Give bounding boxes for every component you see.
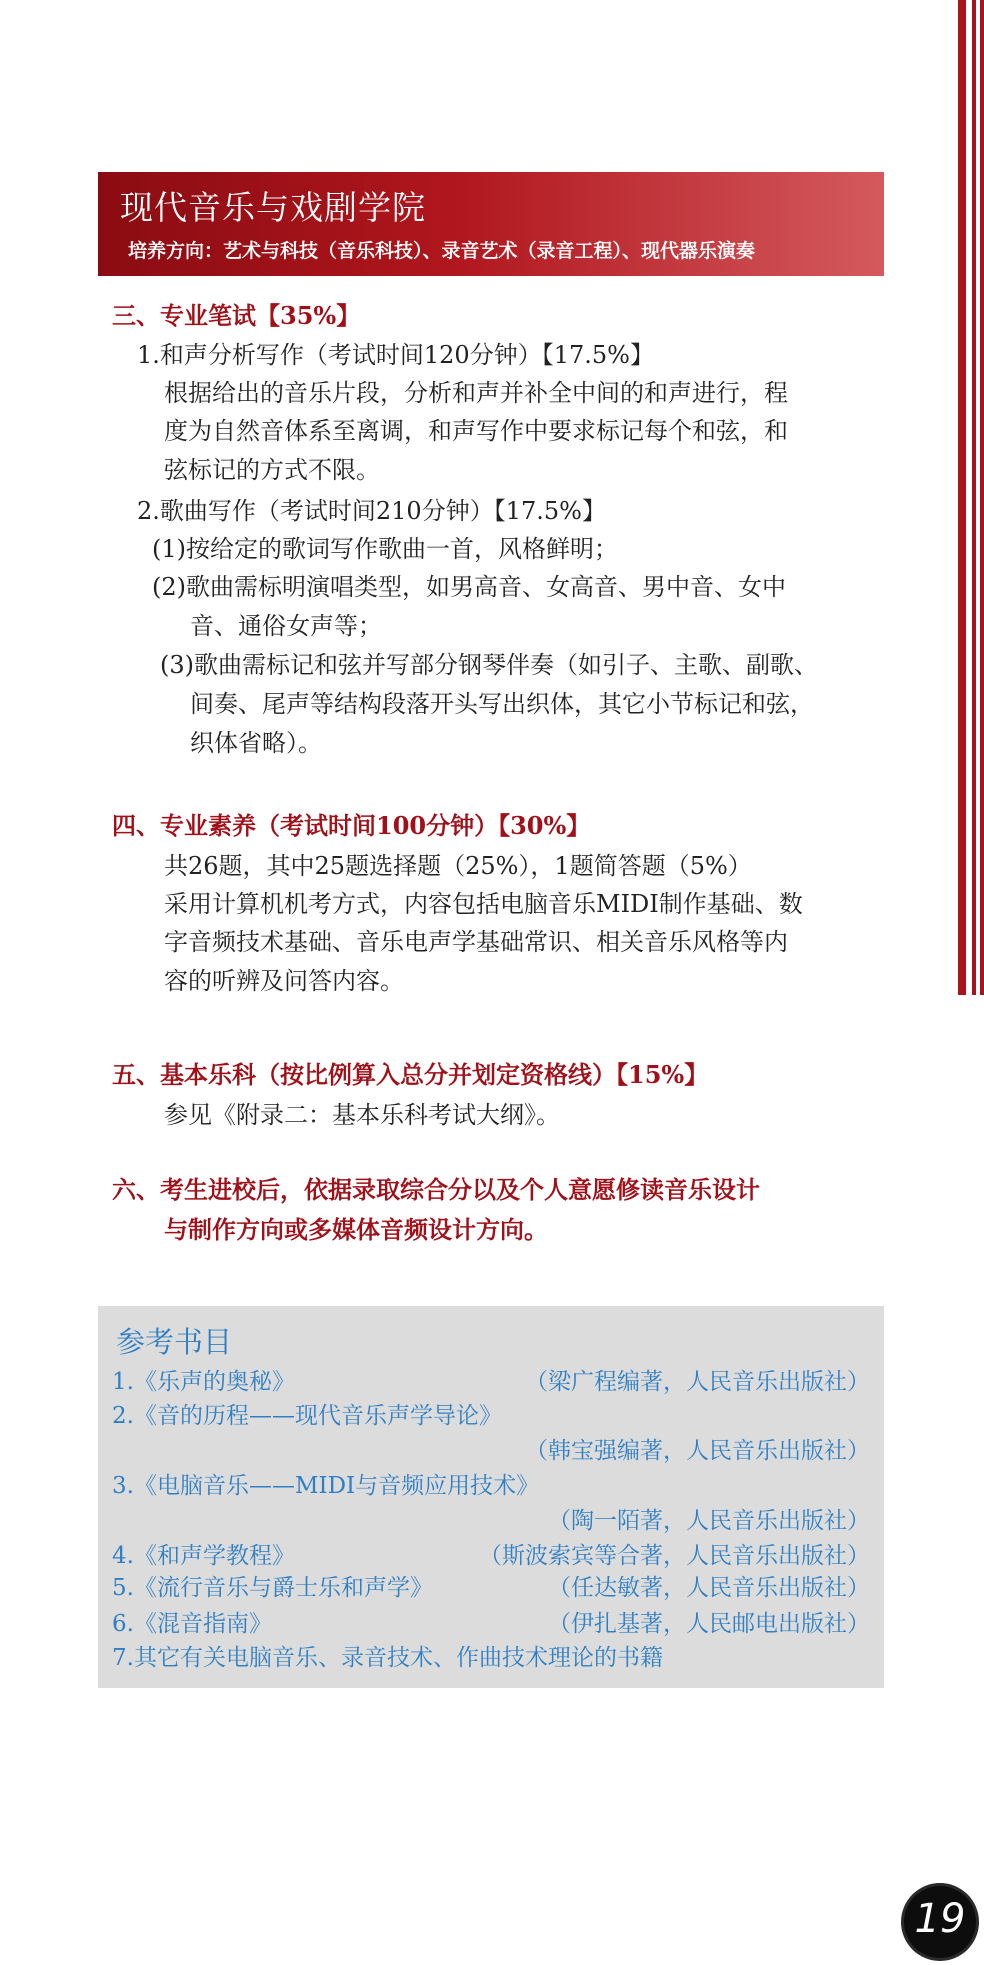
reference-publisher: （任达敏著，人民音乐出版社） xyxy=(548,1575,870,1601)
section4-line: 字音频技术基础、音乐电声学基础常识、相关音乐风格等内 xyxy=(164,928,788,956)
reference-other: 7.其它有关电脑音乐、录音技术、作曲技术理论的书籍 xyxy=(112,1645,663,1671)
reference-book: 3.《电脑音乐——MIDI与音频应用技术》 xyxy=(112,1473,540,1499)
section3-item1-line: 度为自然音体系至离调，和声写作中要求标记每个和弦，和 xyxy=(164,417,788,445)
edge-decoration-bar xyxy=(980,0,984,995)
section4-line: 采用计算机机考方式，内容包括电脑音乐MIDI制作基础、数 xyxy=(164,890,803,918)
section6-line: 与制作方向或多媒体音频设计方向。 xyxy=(164,1215,548,1244)
reference-book: 1.《乐声的奥秘》 xyxy=(112,1369,295,1395)
reference-publisher: （韩宝强编著，人民音乐出版社） xyxy=(525,1438,870,1464)
header-banner xyxy=(98,172,884,276)
section3-item2-sub: 织体省略）。 xyxy=(190,729,322,757)
section5-line: 参见《附录二：基本乐科考试大纲》。 xyxy=(164,1101,560,1129)
page-number: 19 xyxy=(914,1896,966,1942)
section3-item1-line: 弦标记的方式不限。 xyxy=(164,456,380,484)
section3-item1-title: 1.和声分析写作（考试时间120分钟）【17.5%】 xyxy=(137,341,654,369)
reference-book: 5.《流行音乐与爵士乐和声学》 xyxy=(112,1575,433,1601)
reference-book: 6.《混音指南》 xyxy=(112,1611,272,1637)
section3-item2-sub: 音、通俗女声等； xyxy=(190,612,382,640)
section4-line: 容的听辨及问答内容。 xyxy=(164,967,404,995)
reference-publisher: （陶一陌著，人民音乐出版社） xyxy=(548,1508,870,1534)
section3-item2-sub: (1)按给定的歌词写作歌曲一首，风格鲜明； xyxy=(152,535,618,563)
reference-book: 4.《和声学教程》 xyxy=(112,1543,295,1569)
section5-heading: 五、基本乐科（按比例算入总分并划定资格线）【15%】 xyxy=(112,1060,709,1089)
section4-line: 共26题，其中25题选择题（25%），1题简答题（5%） xyxy=(164,852,752,880)
edge-decoration-bar xyxy=(958,0,966,995)
page-title: 现代音乐与戏剧学院 xyxy=(120,188,426,227)
section3-item2-sub: 间奏、尾声等结构段落开头写出织体，其它小节标记和弦， xyxy=(190,690,814,718)
page-subtitle: 培养方向：艺术与科技（音乐科技）、录音艺术（录音工程）、现代器乐演奏 xyxy=(128,240,756,262)
reference-publisher: （斯波索宾等合著，人民音乐出版社） xyxy=(479,1543,870,1569)
page-number-badge xyxy=(904,1886,976,1958)
reference-publisher: （梁广程编著，人民音乐出版社） xyxy=(525,1369,870,1395)
section3-item2-sub: (3)歌曲需标记和弦并写部分钢琴伴奏（如引子、主歌、副歌、 xyxy=(160,651,818,679)
references-title: 参考书目 xyxy=(116,1325,233,1359)
section4-heading: 四、专业素养（考试时间100分钟）【30%】 xyxy=(112,811,591,840)
section6-line: 六、考生进校后，依据录取综合分以及个人意愿修读音乐设计 xyxy=(112,1175,760,1204)
section3-item2-title: 2.歌曲写作（考试时间210分钟）【17.5%】 xyxy=(137,497,606,525)
section3-item2-sub: (2)歌曲需标明演唱类型，如男高音、女高音、男中音、女中 xyxy=(152,573,786,601)
section3-item1-line: 根据给出的音乐片段，分析和声并补全中间的和声进行，程 xyxy=(164,379,788,407)
references-box xyxy=(98,1306,884,1688)
reference-book: 2.《音的历程——现代音乐声学导论》 xyxy=(112,1403,502,1429)
section3-heading: 三、专业笔试【35%】 xyxy=(112,301,361,330)
reference-publisher: （伊扎基著，人民邮电出版社） xyxy=(548,1611,870,1637)
edge-decoration-bar xyxy=(972,0,976,995)
